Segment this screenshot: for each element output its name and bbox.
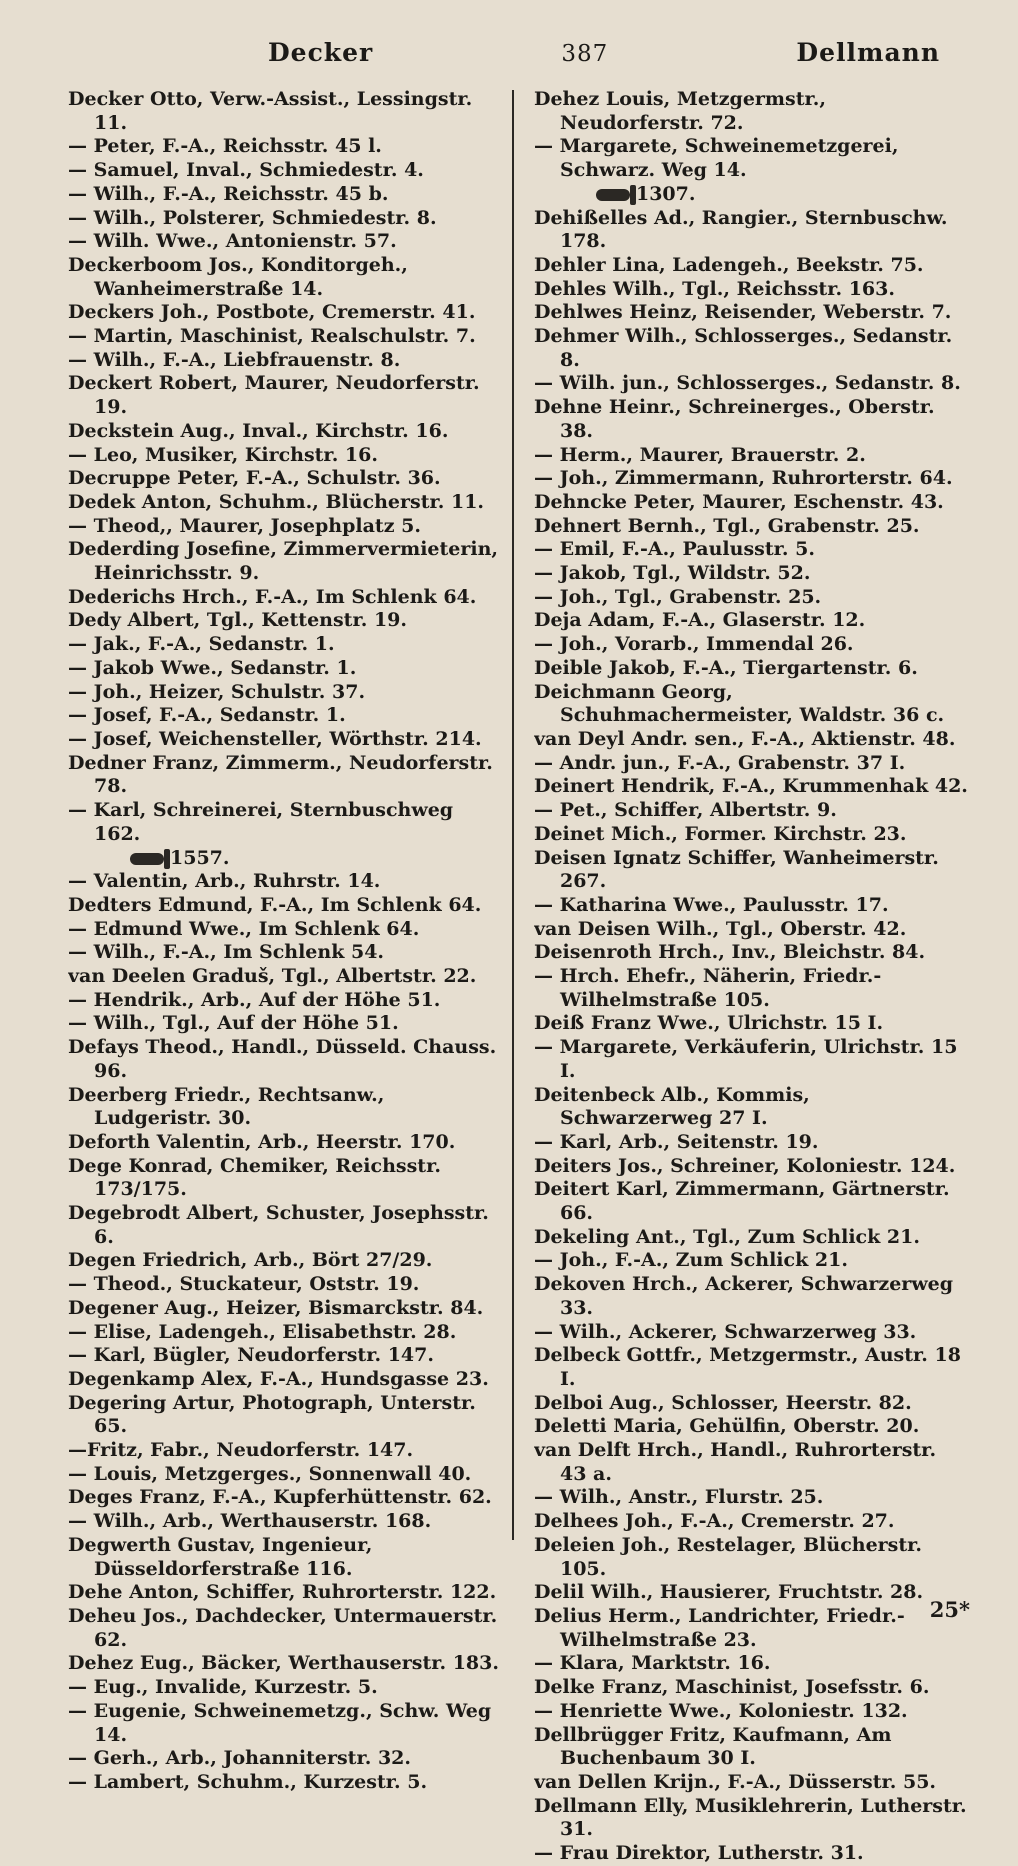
entry-text: Deisenroth Hrch., Inv., Bleichstr. 84. xyxy=(533,941,926,964)
entry-text: — Jakob Wwe., Sedanstr. 1. xyxy=(68,656,357,679)
directory-entry xyxy=(68,491,502,515)
directory-entry xyxy=(534,515,968,539)
telephone-icon xyxy=(596,189,630,201)
entry-text: Dehlwes Heinz, Reisender, Weberstr. 7. xyxy=(533,301,952,324)
directory-entry xyxy=(534,1012,968,1036)
entry-text: Delbeck Gottfr., Metzgermstr., Austr. 18 I. xyxy=(533,1344,961,1390)
entry-text: Deckert Robert, Maurer, Neudorferstr. 19. xyxy=(68,372,480,419)
directory-entry xyxy=(534,1676,968,1700)
entry-text: — Valentin, Arb., Ruhrstr. 14. xyxy=(68,870,381,893)
entry-text: Degener Aug., Heizer, Bismarckstr. 84. xyxy=(68,1296,484,1319)
directory-entry xyxy=(68,941,502,965)
entry-text: — Wilh., Anstr., Flurstr. 25. xyxy=(533,1486,824,1509)
directory-entry xyxy=(68,1249,502,1273)
directory-entry xyxy=(68,1700,502,1747)
directory-entry xyxy=(68,207,502,231)
directory-entry xyxy=(534,372,968,396)
entry-text: Dellmann Elly, Musiklehrerin, Lutherstr. 31. xyxy=(533,1794,967,1841)
page-header xyxy=(68,38,968,82)
entry-text: Deinert Hendrik, F.-A., Krummenhak 42. xyxy=(533,775,968,798)
directory-columns xyxy=(68,88,968,1866)
entry-text: — Pet., Schiffer, Albertstr. 9. xyxy=(533,799,837,822)
directory-entry xyxy=(534,135,968,182)
directory-entry xyxy=(68,467,502,491)
entry-text: — Jakob, Tgl., Wildstr. 52. xyxy=(533,562,811,585)
directory-entry xyxy=(68,657,502,681)
entry-text: Delke Franz, Maschinist, Josefsstr. 6. xyxy=(533,1676,930,1699)
directory-entry xyxy=(68,1297,502,1321)
directory-entry xyxy=(534,1392,968,1416)
entry-text: Deforth Valentin, Arb., Heerstr. 170. xyxy=(68,1130,456,1153)
entry-text: Dehles Wilh., Tgl., Reichsstr. 163. xyxy=(533,277,895,300)
entry-text: — Jak., F.-A., Sedanstr. 1. xyxy=(68,633,335,656)
directory-entry xyxy=(68,681,502,705)
directory-entry xyxy=(534,941,968,965)
entry-text: — Eug., Invalide, Kurzestr. 5. xyxy=(68,1676,378,1699)
entry-text: Dehmer Wilh., Schlosserges., Sedanstr. 8. xyxy=(533,325,953,371)
directory-entry xyxy=(68,1676,502,1700)
directory-entry xyxy=(534,1486,968,1510)
directory-entry xyxy=(534,538,968,562)
entry-text: van Deelen Graduš, Tgl., Albertstr. 22. xyxy=(68,965,477,988)
directory-entry xyxy=(68,1155,502,1202)
directory-entry xyxy=(534,278,968,302)
entry-text: 1557. xyxy=(170,846,230,869)
entry-text: — Joh., Heizer, Schulstr. 37. xyxy=(68,680,366,703)
entry-text: — Joh., F.-A., Zum Schlick 21. xyxy=(533,1249,848,1272)
entry-text: — Samuel, Inval., Schmiedestr. 4. xyxy=(68,159,424,182)
entry-text: — Theod., Stuckateur, Oststr. 19. xyxy=(68,1273,420,1296)
directory-entry xyxy=(68,1368,502,1392)
directory-entry xyxy=(534,657,968,681)
directory-entry xyxy=(534,1700,968,1724)
directory-entry xyxy=(534,1415,968,1439)
directory-entry xyxy=(68,159,502,183)
entry-text: — Wilh., F.-A., Reichsstr. 45 b. xyxy=(68,182,389,205)
entry-text: Delius Herm., Landrichter, Friedr.-Wilhelmstraße 23. xyxy=(533,1605,905,1651)
entry-text: Deisen Ignatz Schiffer, Wanheimerstr. 267. xyxy=(533,846,939,893)
entry-text: — Emil, F.-A., Paulusstr. 5. xyxy=(533,538,815,561)
directory-entry xyxy=(534,681,968,728)
entry-text: Decruppe Peter, F.-A., Schulstr. 36. xyxy=(68,467,441,490)
directory-entry xyxy=(534,965,968,1012)
entry-text: Dellbrügger Fritz, Kaufmann, Am Buchenbaum 30 I. xyxy=(533,1723,892,1770)
directory-entry xyxy=(534,1249,968,1273)
entry-text: — Herm., Maurer, Brauerstr. 2. xyxy=(533,443,866,466)
directory-entry xyxy=(534,467,968,491)
right-column xyxy=(534,88,968,1866)
entry-text: — Louis, Metzgerges., Sonnenwall 40. xyxy=(68,1462,472,1485)
entry-text: — Martin, Maschinist, Realschulstr. 7. xyxy=(68,325,476,348)
directory-entry xyxy=(68,965,502,989)
directory-entry xyxy=(534,207,968,254)
directory-entry xyxy=(68,609,502,633)
entry-text: Dehez Eug., Bäcker, Werthauserstr. 183. xyxy=(68,1652,499,1675)
header-right-keyword: Dellmann xyxy=(796,38,940,67)
directory-entry xyxy=(534,1273,968,1320)
left-column xyxy=(68,88,502,1866)
entry-text: Deerberg Friedr., Rechtsanw., Ludgeristr. 30. xyxy=(68,1083,385,1130)
entry-text: Deichmann Georg, Schuhmachermeister, Waldstr. 36 c. xyxy=(533,680,945,727)
entry-text: — Joh., Zimmermann, Ruhrorterstr. 64. xyxy=(533,467,953,490)
entry-text: —Fritz, Fabr., Neudorferstr. 147. xyxy=(68,1439,414,1462)
directory-entry xyxy=(68,420,502,444)
directory-entry xyxy=(68,1463,502,1487)
directory-entry xyxy=(68,515,502,539)
entry-text: — Andr. jun., F.-A., Grabenstr. 37 I. xyxy=(533,751,906,774)
directory-entry xyxy=(534,396,968,443)
entry-text: van Delft Hrch., Handl., Ruhrorterstr. 43 a. xyxy=(533,1439,937,1485)
entry-text: Degen Friedrich, Arb., Bört 27/29. xyxy=(68,1249,433,1272)
directory-entry xyxy=(68,728,502,752)
directory-entry xyxy=(68,1321,502,1345)
entry-text: — Wilh., F.-A., Liebfrauenstr. 8. xyxy=(68,348,401,371)
directory-entry xyxy=(534,562,968,586)
entry-text: — Hrch. Ehefr., Näherin, Friedr.-Wilhelmstraße 105. xyxy=(533,965,882,1011)
directory-entry xyxy=(68,847,502,871)
directory-entry xyxy=(534,894,968,918)
entry-text: — Peter, F.-A., Reichsstr. 45 l. xyxy=(68,135,382,158)
directory-entry xyxy=(68,325,502,349)
column-divider xyxy=(512,90,514,1540)
directory-entry xyxy=(534,1581,968,1605)
directory-entry xyxy=(68,633,502,657)
entry-text: Degwerth Gustav, Ingenieur, Düsseldorferstraße 116. xyxy=(68,1533,373,1580)
entry-text: — Lambert, Schuhm., Kurzestr. 5. xyxy=(68,1770,428,1793)
directory-entry xyxy=(68,1486,502,1510)
directory-entry xyxy=(68,799,502,846)
entry-text: Dehez Louis, Metzgermstr., Neudorferstr. 72. xyxy=(533,88,826,134)
page-number: 387 xyxy=(561,41,609,67)
entry-text: Dedters Edmund, F.-A., Im Schlenk 64. xyxy=(68,893,482,916)
directory-entry xyxy=(68,1202,502,1249)
entry-text: van Deyl Andr. sen., F.-A., Aktienstr. 48. xyxy=(533,727,956,750)
directory-entry xyxy=(68,752,502,799)
directory-entry xyxy=(534,1084,968,1131)
entry-text: — Klara, Marktstr. 16. xyxy=(533,1652,771,1675)
entry-text: Deiß Franz Wwe., Ulrichstr. 15 I. xyxy=(533,1012,884,1035)
entry-text: Dekeling Ant., Tgl., Zum Schlick 21. xyxy=(533,1225,920,1248)
telephone-icon xyxy=(130,853,164,865)
entry-text: Delboi Aug., Schlosser, Heerstr. 82. xyxy=(533,1391,912,1414)
header-left-keyword: Decker xyxy=(268,38,374,67)
directory-entry xyxy=(68,444,502,468)
entry-text: Dekoven Hrch., Ackerer, Schwarzerweg 33. xyxy=(533,1273,954,1319)
entry-text: — Wilh., F.-A., Im Schlenk 54. xyxy=(68,941,385,964)
entry-text: — Frau Direktor, Lutherstr. 31. xyxy=(533,1842,864,1865)
directory-entry xyxy=(68,538,502,585)
directory-entry xyxy=(68,1273,502,1297)
directory-entry xyxy=(68,135,502,159)
entry-text: Deitenbeck Alb., Kommis, Schwarzerweg 27 I. xyxy=(533,1083,810,1130)
directory-entry xyxy=(68,586,502,610)
entry-text: Dehnert Bernh., Tgl., Grabenstr. 25. xyxy=(533,514,920,537)
directory-entry xyxy=(534,1510,968,1534)
directory-entry xyxy=(68,183,502,207)
entry-text: Dehißelles Ad., Rangier., Sternbuschw. 178. xyxy=(533,206,948,253)
entry-text: Deitert Karl, Zimmermann, Gärtnerstr. 66. xyxy=(533,1178,950,1225)
directory-entry xyxy=(68,870,502,894)
entry-text: — Elise, Ladengeh., Elisabethstr. 28. xyxy=(68,1320,457,1343)
directory-entry xyxy=(534,254,968,278)
directory-entry xyxy=(68,918,502,942)
entry-text: Dederichs Hrch., F.-A., Im Schlenk 64. xyxy=(68,585,477,608)
directory-entry xyxy=(68,230,502,254)
entry-text: Deckerboom Jos., Konditorgeh., Wanheimerstraße 14. xyxy=(68,253,408,300)
entry-text: — Wilh., Tgl., Auf der Höhe 51. xyxy=(68,1012,399,1035)
directory-entry xyxy=(534,752,968,776)
directory-entry xyxy=(68,704,502,728)
directory-entry xyxy=(534,1534,968,1581)
directory-entry xyxy=(534,1724,968,1771)
entry-text: — Karl, Schreinerei, Sternbuschweg 162. xyxy=(68,799,454,845)
directory-entry xyxy=(534,1652,968,1676)
entry-text: Dehncke Peter, Maurer, Eschenstr. 43. xyxy=(533,490,944,513)
entry-text: Deckstein Aug., Inval., Kirchstr. 16. xyxy=(68,419,449,442)
directory-entry xyxy=(68,1652,502,1676)
directory-entry xyxy=(68,88,502,135)
entry-text: Deja Adam, F.-A., Glaserstr. 12. xyxy=(533,609,866,632)
directory-entry xyxy=(68,989,502,1013)
entry-text: van Dellen Krijn., F.-A., Düsserstr. 55. xyxy=(533,1770,937,1793)
entry-text: Dehe Anton, Schiffer, Ruhrorterstr. 122. xyxy=(68,1581,497,1604)
entry-text: 1307. xyxy=(635,182,696,205)
entry-text: Dege Konrad, Chemiker, Reichsstr. 173/175. xyxy=(68,1154,441,1201)
directory-entry xyxy=(534,633,968,657)
entry-text: — Josef, F.-A., Sedanstr. 1. xyxy=(68,704,346,727)
entry-text: — Margarete, Schweinemetzgerei, Schwarz. Weg 14. xyxy=(533,135,899,182)
directory-entry xyxy=(68,1510,502,1534)
directory-entry xyxy=(534,823,968,847)
entry-text: Deletti Maria, Gehülfin, Oberstr. 20. xyxy=(533,1415,920,1438)
directory-entry xyxy=(534,183,968,207)
directory-entry xyxy=(534,1226,968,1250)
entry-text: — Edmund Wwe., Im Schlenk 64. xyxy=(68,917,420,940)
entry-text: Dehler Lina, Ladengeh., Beekstr. 75. xyxy=(533,253,924,276)
directory-entry xyxy=(534,1178,968,1225)
entry-text: — Karl, Bügler, Neudorferstr. 147. xyxy=(68,1344,434,1367)
directory-entry xyxy=(68,1392,502,1439)
entry-text: Deible Jakob, F.-A., Tiergartenstr. 6. xyxy=(533,656,918,679)
entry-text: — Wilh., Ackerer, Schwarzerweg 33. xyxy=(533,1320,917,1343)
entry-text: — Wilh. Wwe., Antonienstr. 57. xyxy=(68,230,397,253)
entry-text: — Theod,, Maurer, Josephplatz 5. xyxy=(68,514,421,537)
directory-entry xyxy=(534,1131,968,1155)
directory-entry xyxy=(534,918,968,942)
entry-text: Delil Wilh., Hausierer, Fruchtstr. 28. xyxy=(533,1581,924,1604)
entry-text: van Deisen Wilh., Tgl., Oberstr. 42. xyxy=(533,917,907,940)
directory-entry xyxy=(68,1084,502,1131)
directory-entry xyxy=(534,491,968,515)
entry-text: Defays Theod., Handl., Düsseld. Chauss. 96. xyxy=(68,1036,497,1082)
directory-entry xyxy=(68,254,502,301)
directory-entry xyxy=(534,1439,968,1486)
entry-text: — Wilh. jun., Schlosserges., Sedanstr. 8. xyxy=(533,372,961,395)
directory-entry xyxy=(534,799,968,823)
entry-text: — Joh., Vorarb., Immendal 26. xyxy=(533,633,854,656)
directory-entry xyxy=(68,894,502,918)
entry-text: Decker Otto, Verw.-Assist., Lessingstr. 11. xyxy=(68,88,473,134)
entry-text: Dedy Albert, Tgl., Kettenstr. 19. xyxy=(68,609,408,632)
entry-text: — Joh., Tgl., Grabenstr. 25. xyxy=(533,585,822,608)
directory-entry xyxy=(534,1771,968,1795)
entry-text: Dedner Franz, Zimmerm., Neudorferstr. 78. xyxy=(68,751,493,798)
entry-text: Delhees Joh., F.-A., Cremerstr. 27. xyxy=(533,1510,895,1533)
directory-entry xyxy=(534,444,968,468)
entry-text: Dehne Heinr., Schreinerges., Oberstr. 38. xyxy=(533,396,935,442)
directory-entry xyxy=(68,301,502,325)
directory-entry xyxy=(68,1344,502,1368)
entry-text: Deleien Joh., Restelager, Blücherstr. 105. xyxy=(533,1533,923,1580)
entry-text: Deges Franz, F.-A., Kupferhüttenstr. 62. xyxy=(68,1486,492,1509)
entry-text: — Eugenie, Schweinemetzg., Schw. Weg 14. xyxy=(68,1699,492,1746)
entry-text: — Karl, Arb., Seitenstr. 19. xyxy=(533,1130,819,1153)
entry-text: Deiters Jos., Schreiner, Koloniestr. 124. xyxy=(533,1154,956,1177)
directory-entry xyxy=(68,1581,502,1605)
entry-text: — Gerh., Arb., Johanniterstr. 32. xyxy=(68,1747,412,1770)
directory-entry xyxy=(534,775,968,799)
directory-entry xyxy=(68,1131,502,1155)
directory-entry xyxy=(534,88,968,135)
entry-text: Dederding Josefine, Zimmervermieterin, Heinrichsstr. 9. xyxy=(68,538,499,585)
directory-entry xyxy=(68,1012,502,1036)
directory-entry xyxy=(68,1036,502,1083)
directory-entry xyxy=(534,1605,968,1652)
entry-text: Degenkamp Alex, F.-A., Hundsgasse 23. xyxy=(68,1367,489,1390)
directory-entry xyxy=(534,728,968,752)
directory-entry xyxy=(68,1605,502,1652)
directory-entry xyxy=(68,1747,502,1771)
directory-entry xyxy=(534,1155,968,1179)
directory-entry xyxy=(534,301,968,325)
signature-mark: 25* xyxy=(929,1597,970,1622)
directory-entry xyxy=(534,609,968,633)
directory-entry xyxy=(534,1036,968,1083)
entry-text: Degebrodt Albert, Schuster, Josephsstr. 6. xyxy=(68,1202,489,1248)
directory-entry xyxy=(534,586,968,610)
entry-text: Degering Artur, Photograph, Unterstr. 65. xyxy=(68,1391,476,1438)
directory-entry xyxy=(534,325,968,372)
directory-entry xyxy=(68,372,502,419)
directory-entry xyxy=(534,1344,968,1391)
entry-text: — Josef, Weichensteller, Wörthstr. 214. xyxy=(68,727,482,750)
directory-entry xyxy=(534,1842,968,1866)
entry-text: — Hendrik., Arb., Auf der Höhe 51. xyxy=(68,988,441,1011)
entry-text: Deckers Joh., Postbote, Cremerstr. 41. xyxy=(68,301,476,324)
entry-text: Deinet Mich., Former. Kirchstr. 23. xyxy=(533,822,907,845)
directory-entry xyxy=(534,1321,968,1345)
directory-entry xyxy=(68,1534,502,1581)
entry-text: — Henriette Wwe., Koloniestr. 132. xyxy=(533,1699,908,1722)
directory-entry xyxy=(68,1771,502,1795)
entry-text: — Margarete, Verkäuferin, Ulrichstr. 15 I. xyxy=(533,1036,958,1082)
entry-text: — Wilh., Arb., Werthauserstr. 168. xyxy=(68,1510,432,1533)
entry-text: — Wilh., Polsterer, Schmiedestr. 8. xyxy=(68,206,437,229)
entry-text: — Leo, Musiker, Kirchstr. 16. xyxy=(68,443,378,466)
directory-entry xyxy=(534,847,968,894)
entry-text: Deheu Jos., Dachdecker, Untermauerstr. 62. xyxy=(68,1605,498,1651)
entry-text: — Katharina Wwe., Paulusstr. 17. xyxy=(533,893,889,916)
directory-entry xyxy=(534,1795,968,1842)
entry-text: Dedek Anton, Schuhm., Blücherstr. 11. xyxy=(68,490,485,513)
directory-entry xyxy=(68,349,502,373)
directory-entry xyxy=(68,1439,502,1463)
